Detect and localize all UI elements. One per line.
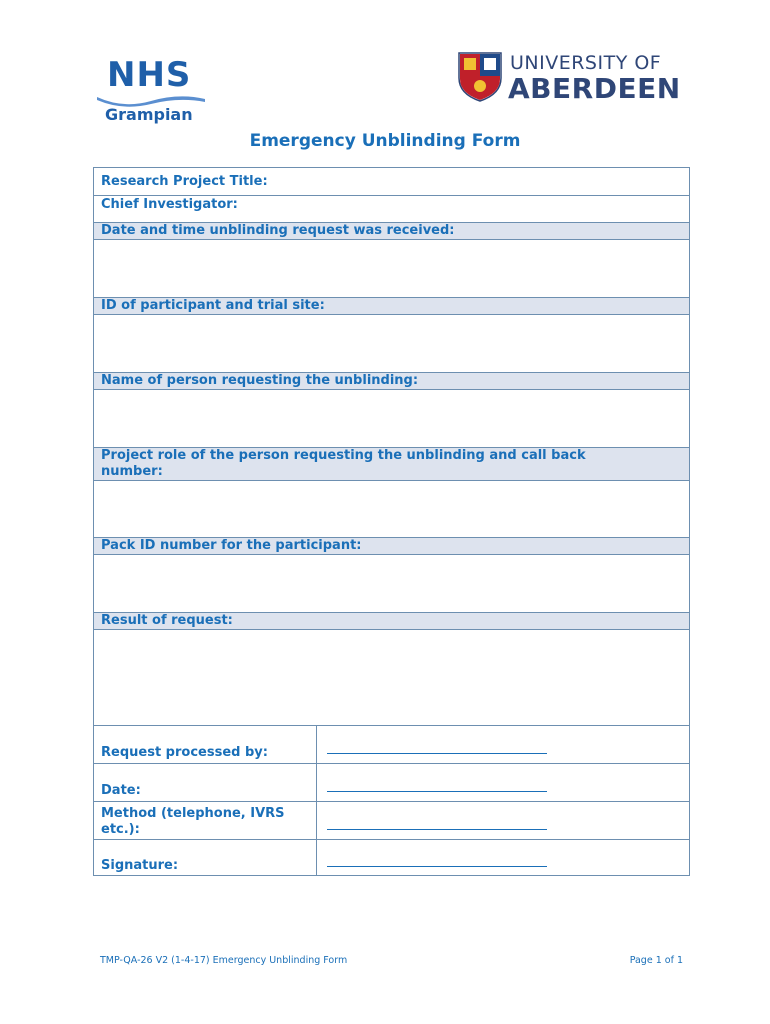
requester-role-field[interactable] <box>94 481 689 538</box>
footer-doc-ref: TMP-QA-26 V2 (1-4-17) Emergency Unblinding Form <box>100 955 348 966</box>
requester-name-field[interactable] <box>94 390 689 448</box>
participant-id-field[interactable] <box>94 315 689 373</box>
participant-id-label: ID of participant and trial site: <box>101 298 325 313</box>
signature-label: Signature: <box>101 858 179 873</box>
requester-role-header <box>94 448 689 481</box>
method-row <box>94 802 689 840</box>
unblinding-form <box>93 167 690 876</box>
project-title-label: Research Project Title: <box>101 174 268 189</box>
processed-by-row <box>94 726 689 764</box>
university-crest-icon <box>458 52 502 102</box>
pack-id-header <box>94 538 689 555</box>
nhs-grampian-logo <box>95 55 207 127</box>
date-time-header <box>94 223 689 240</box>
date-cell <box>94 764 317 801</box>
signature-cell <box>94 840 317 876</box>
method-label: Method (telephone, IVRS etc.): <box>101 806 285 837</box>
result-header <box>94 613 689 630</box>
date-label: Date: <box>101 783 141 798</box>
footer-page-number: Page 1 of 1 <box>629 955 683 966</box>
university-name-line1: UNIVERSITY OF <box>510 52 662 74</box>
method-line[interactable] <box>327 829 547 830</box>
date-line[interactable] <box>327 791 547 792</box>
signature-row <box>94 840 689 876</box>
nhs-region-text: Grampian <box>105 105 193 124</box>
date-row <box>94 764 689 802</box>
result-field[interactable] <box>94 630 689 726</box>
university-name-line2: ABERDEEN <box>508 72 681 105</box>
pack-id-label: Pack ID number for the participant: <box>101 538 362 553</box>
form-title: Emergency Unblinding Form <box>249 131 521 151</box>
requester-role-label: Project role of the person requesting the unblinding and call back number: <box>101 448 586 479</box>
date-time-field[interactable] <box>94 240 689 298</box>
requester-name-header <box>94 373 689 390</box>
processed-by-label: Request processed by: <box>101 745 268 760</box>
signature-line[interactable] <box>327 866 547 867</box>
participant-id-header <box>94 298 689 315</box>
requester-name-label: Name of person requesting the unblinding: <box>101 373 419 388</box>
processed-by-line[interactable] <box>327 753 547 754</box>
result-label: Result of request: <box>101 613 233 628</box>
nhs-logo-text: NHS <box>107 55 192 95</box>
date-time-label: Date and time unblinding request was received: <box>101 223 455 238</box>
chief-investigator-row[interactable] <box>94 196 689 223</box>
chief-investigator-label: Chief Investigator: <box>101 197 238 212</box>
method-cell <box>94 802 317 839</box>
university-logo <box>458 52 690 104</box>
project-title-row[interactable] <box>94 168 689 196</box>
pack-id-field[interactable] <box>94 555 689 613</box>
processed-by-cell <box>94 726 317 763</box>
